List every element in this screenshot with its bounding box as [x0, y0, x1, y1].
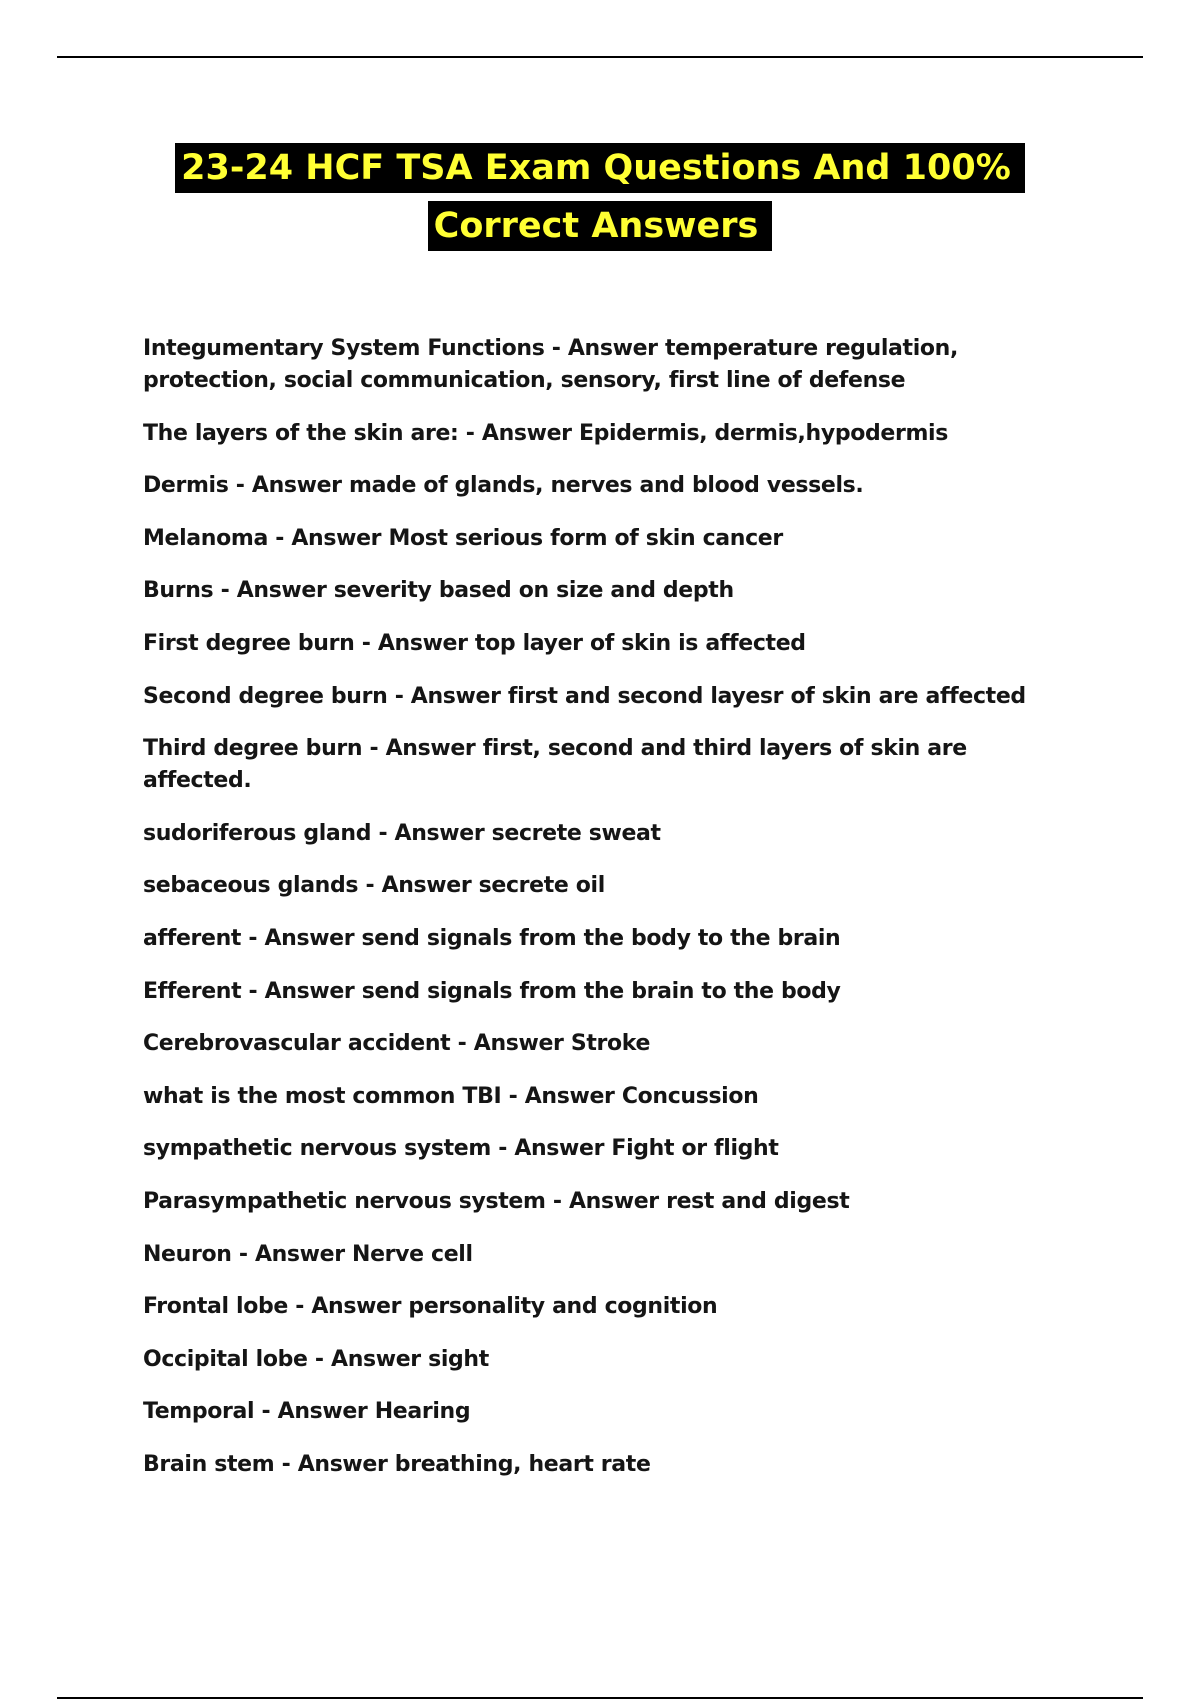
separator: -: [287, 1294, 312, 1320]
question-term: Third degree burn: [143, 736, 363, 762]
qa-item: [143, 628, 1073, 660]
qa-item: [143, 1028, 1073, 1060]
separator: -: [545, 1188, 569, 1214]
qa-item: [143, 1133, 1073, 1165]
question-term: Efferent: [143, 978, 242, 1004]
answer-text: Answer secrete oil: [381, 873, 605, 899]
question-term: Parasympathetic nervous system: [143, 1188, 546, 1214]
qa-item: [143, 923, 1073, 955]
answer-text: Answer Fight or flight: [514, 1136, 779, 1162]
separator: -: [267, 525, 292, 551]
separator: -: [213, 578, 237, 604]
separator: -: [458, 420, 482, 446]
separator: -: [274, 1451, 298, 1477]
document-title: [0, 143, 1200, 251]
qa-item: [143, 1396, 1073, 1428]
answer-text: Answer Stroke: [473, 1031, 651, 1057]
qa-item: [143, 1081, 1073, 1113]
answer-text: Answer Concussion: [524, 1083, 759, 1109]
question-term: sudoriferous gland: [143, 820, 372, 846]
answer-text: Answer severity based on size and depth: [236, 578, 734, 604]
question-term: Neuron: [143, 1241, 232, 1267]
qa-item: [143, 418, 1073, 450]
answer-text: Answer first, second and third layers of skin are affected.: [143, 736, 967, 794]
question-term: Temporal: [143, 1399, 255, 1425]
title-line-2: Correct Answers: [428, 201, 773, 251]
qa-item: [143, 870, 1073, 902]
separator: -: [254, 1399, 278, 1425]
qa-item: [143, 681, 1073, 713]
separator: -: [490, 1136, 515, 1162]
answer-text: Answer personality and cognition: [311, 1294, 718, 1320]
qa-item: [143, 1449, 1073, 1481]
separator: -: [544, 336, 568, 361]
qa-item: [143, 976, 1073, 1008]
answer-text: Answer sight: [331, 1346, 489, 1372]
title-line-1: 23-24 HCF TSA Exam Questions And 100%: [175, 143, 1025, 193]
question-term: The layers of the skin are:: [143, 420, 459, 446]
qa-item: [143, 818, 1073, 850]
answer-text: Answer first and second layesr of skin are affected: [410, 683, 1026, 709]
question-term: Melanoma: [143, 525, 268, 551]
answer-text: Answer Most serious form of skin cancer: [291, 525, 783, 551]
answer-text: Answer made of glands, nerves and blood vessels.: [251, 473, 864, 499]
qa-item: [143, 470, 1073, 502]
question-term: sympathetic nervous system: [143, 1136, 491, 1162]
answer-text: Answer Nerve cell: [254, 1241, 473, 1267]
answer-text: Answer breathing, heart rate: [297, 1451, 651, 1477]
answer-text: Answer send signals from the brain to the body: [264, 978, 841, 1004]
answer-text: Answer secrete sweat: [394, 820, 661, 846]
question-term: First degree burn: [143, 630, 355, 656]
question-term: Brain stem: [143, 1451, 275, 1477]
separator: -: [307, 1346, 332, 1372]
separator: -: [371, 820, 395, 846]
footer-rule: [57, 1697, 1143, 1699]
question-term: Burns: [143, 578, 214, 604]
question-term: Second degree burn: [143, 683, 388, 709]
qa-item: [143, 575, 1073, 607]
question-term: what is the most common TBI: [143, 1083, 502, 1109]
question-term: afferent: [143, 925, 242, 951]
answer-text: Answer top layer of skin is affected: [377, 630, 806, 656]
qa-item: [143, 1291, 1073, 1323]
qa-item: [143, 1344, 1073, 1376]
qa-item: [143, 1186, 1073, 1218]
separator: -: [228, 473, 252, 499]
answer-text: Answer temperature regulation, protection, social communication, sensory, first line of defense: [143, 336, 958, 393]
answer-text: Answer rest and digest: [569, 1188, 850, 1214]
question-answer-list: [143, 333, 1073, 1501]
separator: -: [362, 736, 386, 762]
qa-item: [143, 523, 1073, 555]
question-term: Dermis: [143, 473, 229, 499]
answer-text: Answer Epidermis, dermis,hypodermis: [481, 420, 948, 446]
question-term: Cerebrovascular accident: [143, 1031, 451, 1057]
qa-item: [143, 733, 1073, 797]
question-term: Occipital lobe: [143, 1346, 308, 1372]
answer-text: Answer send signals from the body to the brain: [264, 925, 841, 951]
separator: -: [450, 1031, 474, 1057]
separator: -: [358, 873, 382, 899]
answer-text: Answer Hearing: [277, 1399, 471, 1425]
separator: -: [231, 1241, 255, 1267]
separator: -: [387, 683, 411, 709]
question-term: Integumentary System Functions: [143, 336, 545, 361]
question-term: Frontal lobe: [143, 1294, 288, 1320]
separator: -: [241, 925, 265, 951]
question-term: sebaceous glands: [143, 873, 359, 899]
qa-item: [143, 333, 1073, 397]
qa-item: [143, 1239, 1073, 1271]
header-rule: [57, 56, 1143, 58]
separator: -: [241, 978, 265, 1004]
separator: -: [354, 630, 378, 656]
separator: -: [501, 1083, 525, 1109]
